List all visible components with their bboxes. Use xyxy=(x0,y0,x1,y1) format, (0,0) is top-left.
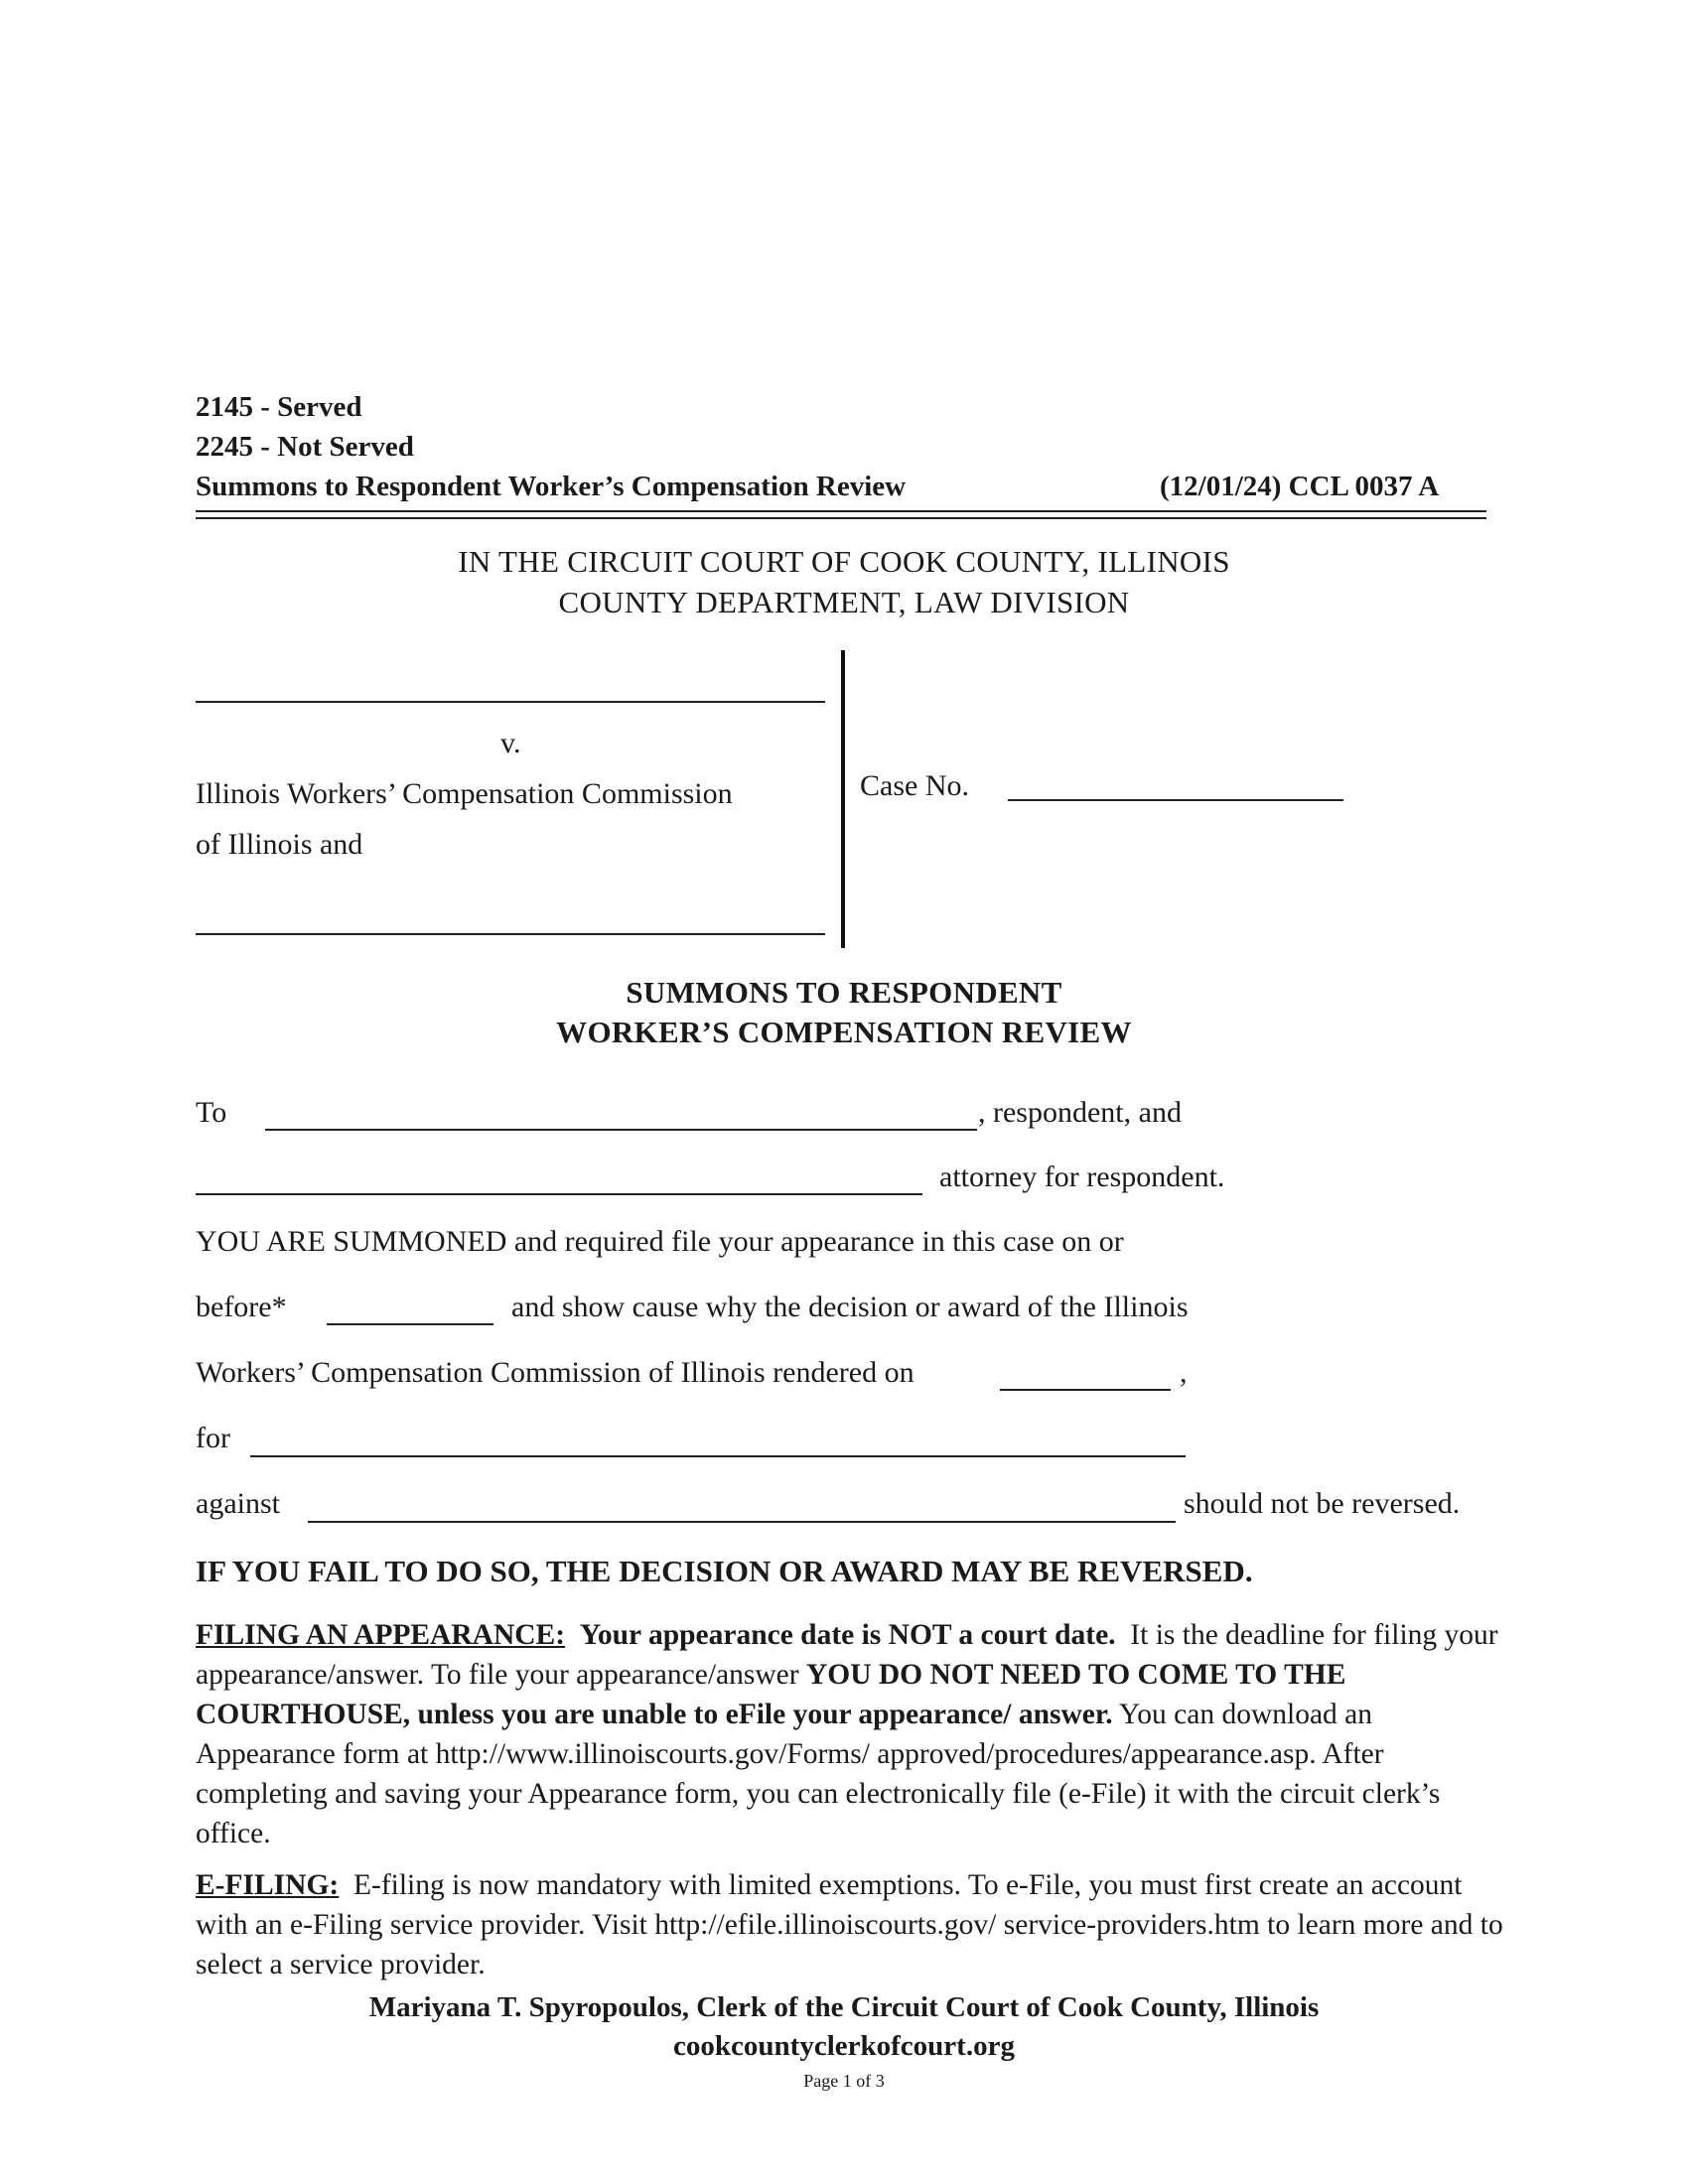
court-name: IN THE CIRCUIT COURT OF COOK COUNTY, ILLINOIS xyxy=(458,544,1230,579)
header-rule-bottom xyxy=(196,517,1486,519)
filing-text-2: You can download an Appearance form at http://www.illinoiscourts.gov/Forms/ approved/procedures/appearance.asp. After completing and saving your Appearance form, you can electronically file (e-File) it with the circuit clerk’s office. xyxy=(196,1699,1441,1849)
efiling-text: E-filing is now mandatory with limited exemptions. To e-File, you must first create an account with an e-Filing service provider. Visit http://efile.illinoiscourts.gov/ service-providers.htm to learn more and to select a service provider. xyxy=(196,1869,1503,1980)
clerk-website[interactable]: cookcountyclerkofcourt.org xyxy=(673,2030,1015,2062)
case-no-line[interactable] xyxy=(1008,799,1343,801)
clerk-name: Mariyana T. Spyropoulos, Clerk of the Circuit Court of Cook County, Illinois xyxy=(368,1991,1320,2023)
defendant-line-2: of Illinois and xyxy=(196,828,363,861)
before-suffix: and show cause why the decision or award of the Illinois xyxy=(511,1291,1189,1323)
filing-bold-1: Your appearance date is NOT a court date. xyxy=(579,1619,1116,1651)
for-label: for xyxy=(196,1422,230,1454)
versus: v. xyxy=(500,727,521,759)
defendant-extra-line[interactable] xyxy=(196,933,825,935)
attorney-line[interactable] xyxy=(196,1193,922,1195)
defendant-line-1: Illinois Workers’ Compensation Commission xyxy=(196,777,733,810)
filing-heading: FILING AN APPEARANCE: xyxy=(196,1619,566,1651)
respondent-line[interactable] xyxy=(265,1129,977,1131)
served-code: 2145 - Served xyxy=(196,391,362,423)
form-title: Summons to Respondent Worker’s Compensation Review xyxy=(196,471,907,502)
against-suffix: should not be reversed. xyxy=(1184,1487,1461,1520)
rendered-date-line[interactable] xyxy=(1000,1389,1171,1391)
case-no-label: Case No. xyxy=(860,769,969,802)
filing-paragraph xyxy=(196,1615,1506,1853)
filing-bold-2: YOU DO NOT NEED TO COME TO THE COURTHOUSE, unless you are unable to eFile your appearance/ answer. xyxy=(196,1659,1346,1730)
form-code: (12/01/24) CCL 0037 A xyxy=(1160,471,1440,502)
warning-text: IF YOU FAIL TO DO SO, THE DECISION OR AWARD MAY BE REVERSED. xyxy=(196,1554,1253,1588)
header-rule-top xyxy=(196,510,1486,512)
summons-title-1: SUMMONS TO RESPONDENT xyxy=(626,975,1062,1010)
efiling-heading: E-FILING: xyxy=(196,1869,340,1901)
before-label: before* xyxy=(196,1291,287,1323)
before-date-line[interactable] xyxy=(327,1323,493,1325)
summons-title-2: WORKER’S COMPENSATION REVIEW xyxy=(556,1015,1132,1049)
rendered-comma: , xyxy=(1180,1356,1188,1389)
plaintiff-line[interactable] xyxy=(196,701,825,703)
court-division: COUNTY DEPARTMENT, LAW DIVISION xyxy=(558,585,1130,619)
rendered-text: Workers’ Compensation Commission of Illinois rendered on xyxy=(196,1356,914,1389)
efiling-paragraph xyxy=(196,1865,1506,1984)
filing-text-1: It is the deadline for filing your appearance/answer. To file your appearance/answer xyxy=(196,1619,1498,1691)
summoned-text: YOU ARE SUMMONED and required file your appearance in this case on or xyxy=(196,1225,1124,1258)
page-number: Page 1 of 3 xyxy=(803,2071,885,2091)
against-line[interactable] xyxy=(308,1521,1176,1523)
not-served-code: 2245 - Not Served xyxy=(196,431,414,463)
attorney-suffix: attorney for respondent. xyxy=(939,1160,1225,1193)
against-label: against xyxy=(196,1487,280,1520)
for-line[interactable] xyxy=(250,1455,1186,1457)
respondent-suffix: , respondent, and xyxy=(978,1096,1182,1129)
to-label: To xyxy=(196,1096,227,1129)
caption-divider xyxy=(841,650,845,948)
